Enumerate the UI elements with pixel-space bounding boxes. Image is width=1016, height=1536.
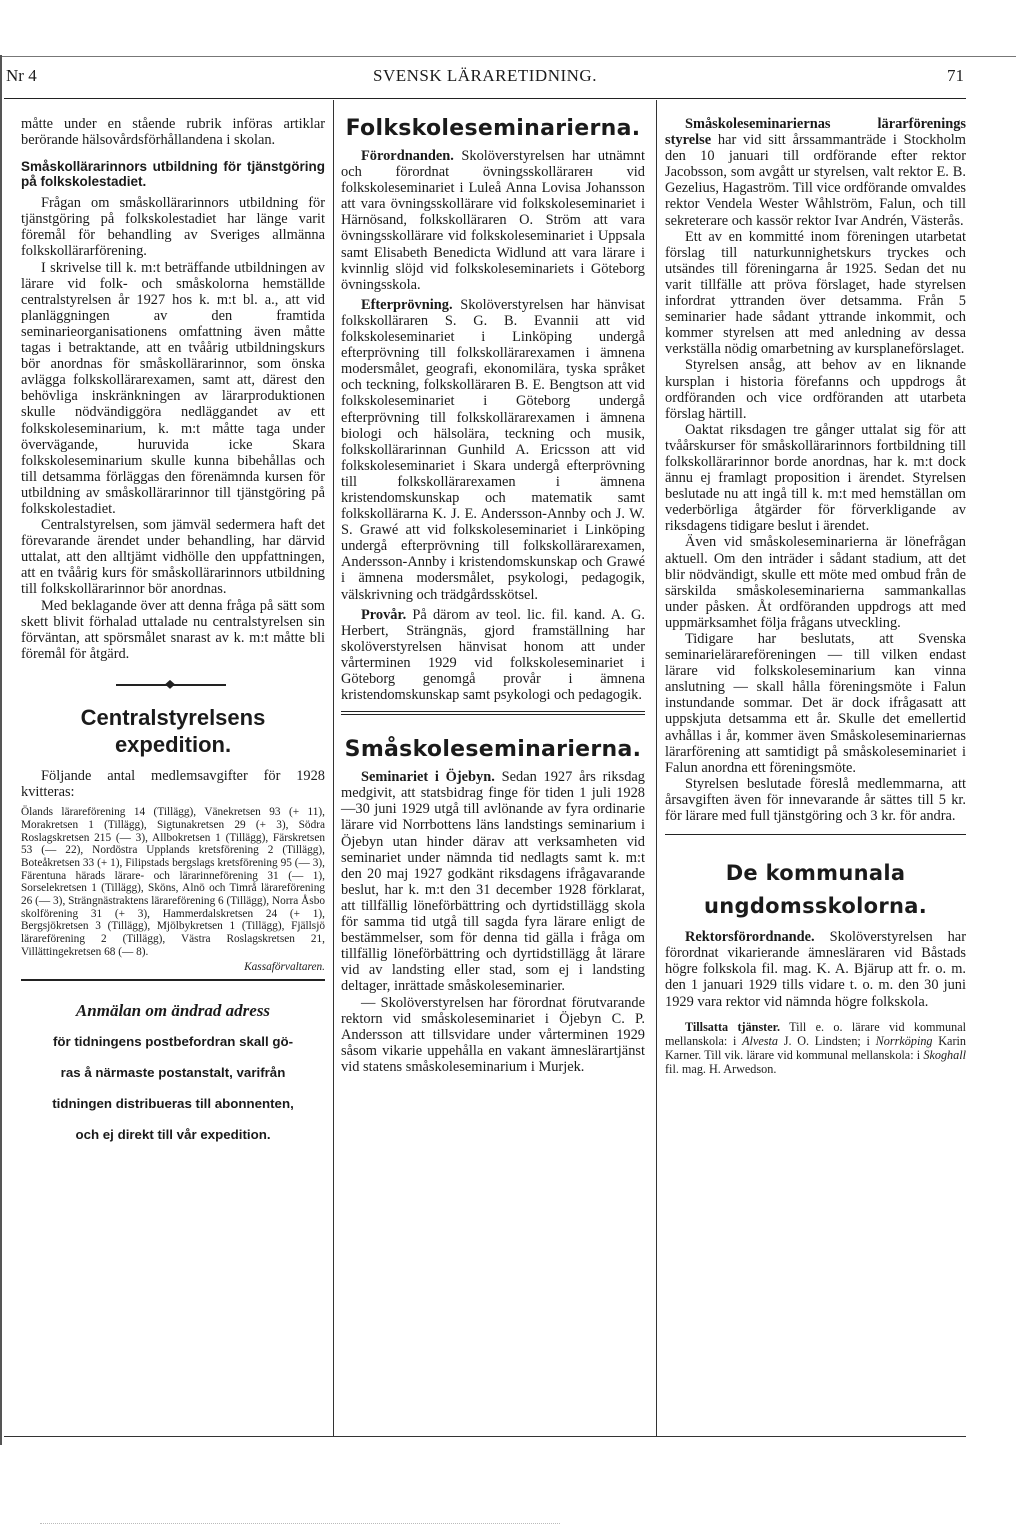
column-1 (21, 116, 325, 1150)
lead-forordnanden: Förordnanden. (361, 148, 454, 164)
page-number: 71 (947, 66, 964, 85)
column-divider-1 (333, 100, 334, 1436)
article-text: J. O. Lindsten; i (777, 1033, 876, 1048)
place-name: Skoghall (923, 1048, 966, 1062)
section-rule (341, 711, 645, 712)
paragraph: Frågan om småskollärarinnors utbildning för tjänstgöring på folkskolestadiet har länge varit föremål för behandling av Sveriges allmänna folkskollärarförening. (21, 195, 325, 260)
lead-larareforening: Småskoleseminariernas lärarförenings styrelse (665, 116, 966, 149)
paragraph: Centralstyrelsen, som jämväl sedermera haft det förevarande ärendet under behandling, har därvid uttalat, att den alltjämt vidhölle den uppfattningen, att en tvåårig kurs för småskollärarinnors utbildning till folkskollärarinnor bör anordnas. (21, 517, 325, 598)
section-heading-ungdomsskolorna: De kommunala ungdomsskolorna. (704, 861, 927, 919)
lead-ojebyn: Seminariet i Öjebyn. (361, 769, 495, 786)
address-notice (21, 995, 325, 1150)
article-text: har vid sitt årssammanträde i Stockholm den 10 januari till ordförande efter rektor Jacobsson, som avgått ur styrelsen, valt rektor E. B. Gezelius, Hagaström. Till vice ordförande omvaldes rektor Vendela Wester Wåhlström, Falun, och till sekreterare och kassör rektor Ivar Andrén, Västerås. (665, 132, 966, 229)
column-divider-2 (656, 100, 657, 1436)
section-rule (665, 834, 966, 835)
notice-title: Anmälan om ändrad adress (75, 1000, 271, 1020)
scan-edge-noise (40, 1523, 560, 1530)
publication-title: SVENSK LÄRARETIDNING. (373, 66, 597, 85)
notice-line: och ej direkt till vår expedition. (75, 1126, 271, 1142)
paragraph: Oaktat riksdagen tre gånger uttalat sig för att tvåårskurser för småskollärarinnors fortbildning till folkskollärarinnor borde anordnas, har k. m:t dock ännu ej framlagt proposition i ärendet. Styrelsen beslutade nu att ingå till k. m:t med hemställan om vederbörliga åtgärder för förverkligande av riksdagens tidigare beslut i ärendet. (665, 421, 966, 535)
notice-line: för tidningens postbefordran skall gö- (52, 1033, 294, 1049)
lead-tillsatta-tjanster: Tillsatta tjänster. (685, 1019, 780, 1034)
header-rule (4, 98, 966, 99)
notice-line: tidningen distribueras till abonnenten, (52, 1095, 294, 1111)
article-text: Karin Karner. (665, 1033, 966, 1062)
lead-efterprovning: Efterprövning. (361, 296, 453, 313)
ornament-divider (21, 678, 325, 692)
left-margin-rule (0, 55, 2, 1445)
notice-line: ras å närmaste postanstalt, varifrån (60, 1064, 286, 1080)
lead-rektorsforordnande: Rektorsförordnande. (685, 929, 815, 946)
top-edge-rule (0, 56, 1016, 57)
place-name: Alvesta (742, 1033, 778, 1048)
paragraph: Med beklagande över att denna fråga på sätt som skett blivit förhalad uttalade nu centralstyrelsen sin förväntan, att spörsmålet snarast av k. m:t måtte bli föremål för åtgärd. (21, 597, 325, 662)
section-rule (341, 714, 645, 715)
article-text: Sedan 1927 års riksdag medgivit, att statsbidrag finge för tiden 1 juli 1928—30 juni 1929 utgå till avlönande av fyra ordinarie lärare vid Norrbottens läns landstings seminarium i Öjebyn utan hinder därav att verksamheten vid seminariet under nämnda tid nedlagts samt k. m:t den 20 maj 1927 godkänt riksdagens ifrågavarande beslut, har k. m:t den 31 december 1928 förklarat, att tillfällig löneförbättring och dyrtidstillägg skola för samma tid utgå till sagda fyra lärare enligt de bestämmelser, som för denna tid gälla i fråga om tillfällig löneförbättring och dyrtidstillägg åt lärare vid av landsting eller stad, som ej i landsting deltager, inrättade småskoleseminarier. (341, 769, 645, 995)
article-text: Skolöverstyrelsen har förordnat vikarierande ämnesläraren vid Båstads högre folkskola fil. mag. K. A. Bjärup att fr. o. m. den 1 januari 1929 tills vidare t. o. m. den 30 juni 1929 vara rektor vid nämnda högre folkskola. (665, 929, 966, 1010)
section-heading-expedition: Centralstyrelsens expedition. (80, 704, 266, 757)
paragraph: Styrelsen ansåg, att behov av en liknande kursplan i historia förefanns och uppdrogs åt ordföranden och vice ordföranden att utarbeta förslag härtill. (665, 357, 966, 422)
article-text: På därom av teol. lic. fil. kand. A. G. Herbert, Strängnäs, gjord framställning har skolöverstyrelsen hänvisat honom att under vårterminen 1929 vid folkskoleseminariet i Göteborg genomgå provår i ämnena kristendomskunskap samt psykologi och pedagogik. (341, 606, 645, 704)
membership-list: Ölands lärareförening 14 (Tillägg), Vänekretsen 93 (+ 11), Morakretsen 1 (Tillägg), Sigtunakretsen 29 (+ 3), Södra Roslagskretsen 215 (— 3), Allbokretsen 1 (Tillägg), Färskretsen 53 (— 22), Nordöstra Upplands kretsförening 2 (Tillägg), Boteåkretsen 33 (+ 1), Filipstads bergslags kretsförening 95 (— 3), Färentuna härads lärare- och lärarinneförening 31 (— 1), Sorselekretsen 1 (Tillägg), Sköns, Alnö och Timrå lärareförening 26 (— 3), Strängnästraktens lärareförening 6 (Tillägg), Norra Åsbo skolförening 31 (+ 3), Hammerdalskretsen 24 (+ 1), Bergsjökretsen 3 (Tillägg), Mjölbykretsen 1 (Tillägg), Fjällsjö lärareförening 2 (Tillägg), Västra Roslagskretsen 21, Villättingekretsen 68 (— 8). (21, 806, 325, 958)
paragraph: I skrivelse till k. m:t beträffande utbildningen av lärare vid folk- och småskolorna hemställde centralstyrelsen år 1927 hos k. m:t bl. a., att vid planläggningen av den framtida seminarieorganisationens omfattning även måtte tagas i betraktande, att en tvåårig utbildningskurs bör anordnas för småskollärarinnor, som önska avlägga folkskollärarexamen, samt att, därest den behövliga inskränkningen av lärarproduktionen skulle nödvändiggöra nedläggandet av ett folkskoleseminarium, k. m:t måtte taga under övervägande, huruvida icke Skara folkskoleseminarium skulle kunna bibehållas och till detsamma förläggas den förenämnda kursen för utbildning av småskollärarinnor till tjänstgöring på folkskolestadiet. (21, 259, 325, 517)
footer-rule (4, 1436, 966, 1437)
notice-top-rule (21, 979, 325, 981)
paragraph: Styrelsen beslutade föreslå medlemmarna, att årsavgiften även för innevarande år sättes till 5 kr. för lärare med full tjänstgöring och 3 kr. för andra. (665, 775, 966, 825)
expedition-intro: Följande antal medlemsavgifter för 1928 kvitteras: (21, 767, 325, 800)
signature: Kassaförvaltaren. (244, 960, 325, 973)
paragraph: Tidigare har beslutats, att Svenska seminarielärareföreningen — till vilken endast lärare vid folkskoleseminarium kan vinna anslutning — skall hålla föreningsmöte i Falun instundande sommar. Det är dock ifrågasatt att uppskjuta detsamma ett år. Skulle det emellertid avhållas i år, kommer även Småskoleseminariernas lärarförening att samtidigt på småskoleseminariet i Falun anordna ett föreningsmöte. (665, 631, 966, 776)
intro-paragraph: måtte under en stående rubrik införas artiklar berörande hälsovårdsförhållandena i skolan. (21, 116, 325, 149)
article-text: — Skolöverstyrelsen har förordnat förutvarande rektorn vid småskoleseminariet i Öjebyn C. P. Andersson att tillsvidare under vårterminen 1929 såsom vikarie uppehålla en vakant ämneslärartjänst vid statens småskoleseminarium i Murjek. (341, 994, 645, 1075)
lead-provar: Provår. (361, 606, 407, 623)
article-text: Till vik. lärare vid kommunal mellanskola: i (704, 1048, 924, 1062)
section-heading-smaskoleseminarierna: Småskoleseminarierna. (344, 737, 642, 763)
section-heading-smaskollararinnor: Småskollärarinnors utbildning för tjänstgöring på folkskolestadiet. (21, 159, 325, 189)
article-text: Skolöverstyrelsen har hänvisat folkskolläraren S. G. B. Evannii att vid folkskoleseminariet i Linköping undergå efterprövning till folkskollärarexamen i ämnena modersmålet, geografi, ekonomilära, tyska språket och teckning, folkskolläraren B. E. Bengtson att vid folkskoleseminariet i Göteborg undergå efterprövning till folkskollärarexamen i ämnena biologi och hälsolära, teckning och musik, folkskollärarinnan Gunhild A. Ericsson att vid folkskoleseminariet i Skara undergå efterprövning till folkskollärarexamen i ämnena kristendomskunskap och matematik samt folkskollärarna K. J. E. Andersson-Annby och J. W. S. Grawé att vid folkskoleseminariet i Linköping undergå efterprövning till folkskollärarexamen, Andersson-Annby i kristendomskunskap och Grawé i ämnena modersmålet, psykologi, pedagogik, välskrivning och trädgårdsskötsel. (341, 296, 645, 603)
place-name: Norrköping (875, 1033, 933, 1048)
page-header (6, 66, 964, 92)
paragraph: Även vid småskoleseminarierna är lönefrågan aktuell. Om den inträder i sådant stadium, att det blir nödvändigt, skulle ett möte med ombud från de särskilda småskoleseminarierna sammankallas under påsken. Åt ordföranden uppdrogs att med uppmärksamhet följa frågans utveckling. (665, 534, 966, 631)
article-text: Till e. o. lärare vid kommunal mellanskola: i (665, 1019, 967, 1048)
section-heading-folkskoleseminarierna: Folkskoleseminarierna. (345, 116, 641, 141)
article-text: fil. mag. H. Arwedson. (665, 1062, 777, 1077)
paragraph: Ett av en kommitté inom föreningen utarbetat förslag till naturkunnighetskurs tryckes och utsändes till föreningarna år 1925. Sedan det nu varit tillfälle att pröva förslaget, hade styrelsen infordrat yttranden över detsamma. Från 5 seminarier hade sådant yttrande inkommit, och kommer styrelsen att med anledning av dessa verkställa nödig omarbetning av kursplaneförslaget. (665, 228, 966, 358)
issue-number: Nr 4 (6, 66, 37, 85)
column-3 (665, 116, 966, 1076)
column-2 (341, 116, 645, 1075)
article-text: Skolöverstyrelsen har utnämnt och förordnat övningsskollärarен vid folkskoleseminariet i Luleå Anna Lovisa Johansson att vara övningsskollärare vid folkskoleseminariet i Härnösand, folkskolläraren O. Ström att vara övningsskollärare vid folkskoleseminariet i Uppsala samt Elisabeth Benedicta Widlund att vara lärare i kvinnlig slöjd vid folkskoleseminariets i Göteborg övningsskola. (341, 148, 645, 293)
